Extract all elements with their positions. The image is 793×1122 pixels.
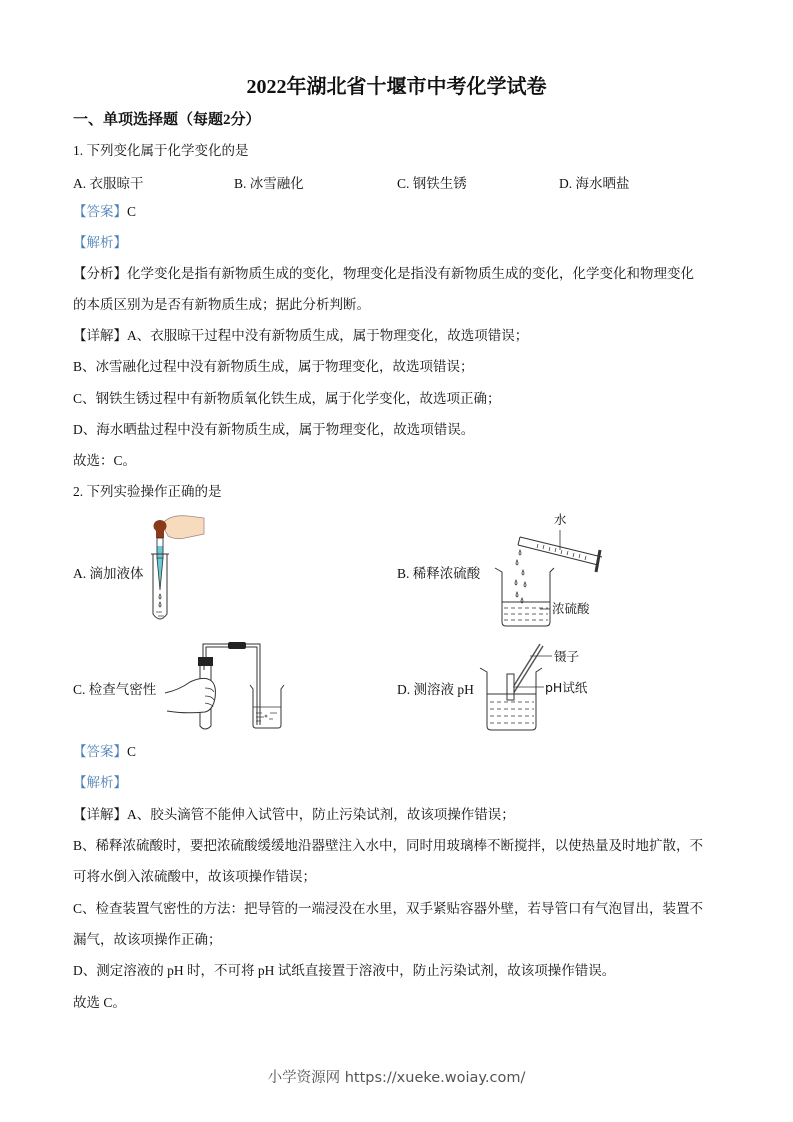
question-2-detail-c: C、检查装置气密性的方法：把导管的一端浸没在水里，双手紧贴容器外壁，若导管口有气泡冒出，装置不 <box>73 901 704 916</box>
label-water: 水 <box>554 512 567 527</box>
question-1-option-c: C. 钢铁生锈 <box>397 176 467 191</box>
question-2-detail-b: B、稀释浓硫酸时，要把浓硫酸缓缓地沿器壁注入水中，同时用玻璃棒不断搅拌，以使热量及时地扩散，不 <box>73 838 704 853</box>
question-1-analysis-intro-cont: 的本质区别为是否有新物质生成；据此分析判断。 <box>73 297 370 312</box>
page-title: 2022年湖北省十堰市中考化学试卷 <box>246 76 547 98</box>
question-1-analysis-tag: 【解析】 <box>73 235 127 250</box>
figure-dilute-sulfuric-acid <box>490 510 620 630</box>
question-2-answer <box>73 742 136 762</box>
question-1-detail-a <box>73 326 528 346</box>
detail-text: A、胶头滴管不能伸入试管中，防止污染试剂，故该项操作错误； <box>127 807 515 822</box>
question-2-detail-c-cont: 漏气，故该项操作正确； <box>73 932 222 947</box>
question-1-option-a: A. 衣服晾干 <box>73 176 144 191</box>
figure-dropper-into-test-tube <box>140 512 210 627</box>
figure-check-air-tightness <box>165 640 310 732</box>
question-2-conclusion: 故选 C。 <box>73 995 126 1010</box>
question-1-analysis-intro <box>73 264 694 284</box>
analysis-intro-text: 化学变化是指有新物质生成的变化，物理变化是指没有新物质生成的变化，化学变化和物理变化 <box>127 266 694 281</box>
question-2-detail-b-cont: 可将水倒入浓硫酸中，故该项操作错误； <box>73 869 316 884</box>
question-2-option-b: B. 稀释浓硫酸 <box>397 566 481 581</box>
question-2-option-d: D. 测溶液 pH <box>397 682 474 697</box>
question-1-stem: 1. 下列变化属于化学变化的是 <box>73 143 249 158</box>
detail-tag: 【详解】 <box>73 807 127 822</box>
question-1-option-d: D. 海水晒盐 <box>559 176 630 191</box>
question-2-detail-d: D、测定溶液的 pH 时，不可将 pH 试纸直接置于溶液中，防止污染试剂，故该项操作错误。 <box>73 963 616 978</box>
question-2-analysis-tag: 【解析】 <box>73 775 127 790</box>
question-1-option-b: B. 冰雪融化 <box>234 176 304 191</box>
question-1-detail-d: D、海水晒盐过程中没有新物质生成，属于物理变化，故选项错误。 <box>73 422 475 437</box>
question-2-option-a: A. 滴加液体 <box>73 566 144 581</box>
question-1-detail-b: B、冰雪融化过程中没有新物质生成，属于物理变化，故选项错误； <box>73 359 474 374</box>
figure-measure-ph <box>480 640 610 732</box>
detail-text: A、衣服晾干过程中没有新物质生成，属于物理变化，故选项错误； <box>127 328 529 343</box>
label-ph-paper: pH试纸 <box>545 680 588 695</box>
analysis-intro-tag: 【分析】 <box>73 266 127 281</box>
question-2-detail-a <box>73 805 515 825</box>
question-2-stem: 2. 下列实验操作正确的是 <box>73 484 222 499</box>
question-1-answer <box>73 202 136 222</box>
section-heading: 一、单项选择题（每题2分） <box>73 112 261 128</box>
answer-value: C <box>127 744 137 759</box>
question-1-detail-c: C、钢铁生锈过程中有新物质氧化铁生成，属于化学变化，故选项正确； <box>73 391 501 406</box>
question-1-conclusion: 故选：C。 <box>73 453 137 468</box>
answer-tag: 【答案】 <box>73 744 127 759</box>
footer-watermark: 小学资源网 https://xueke.woiay.com/ <box>267 1070 526 1086</box>
label-tweezers: 镊子 <box>554 649 580 664</box>
label-concentrated-acid: 浓硫酸 <box>552 601 590 616</box>
question-2-option-c: C. 检查气密性 <box>73 682 157 697</box>
answer-value: C <box>127 204 137 219</box>
detail-tag: 【详解】 <box>73 328 127 343</box>
answer-tag: 【答案】 <box>73 204 127 219</box>
